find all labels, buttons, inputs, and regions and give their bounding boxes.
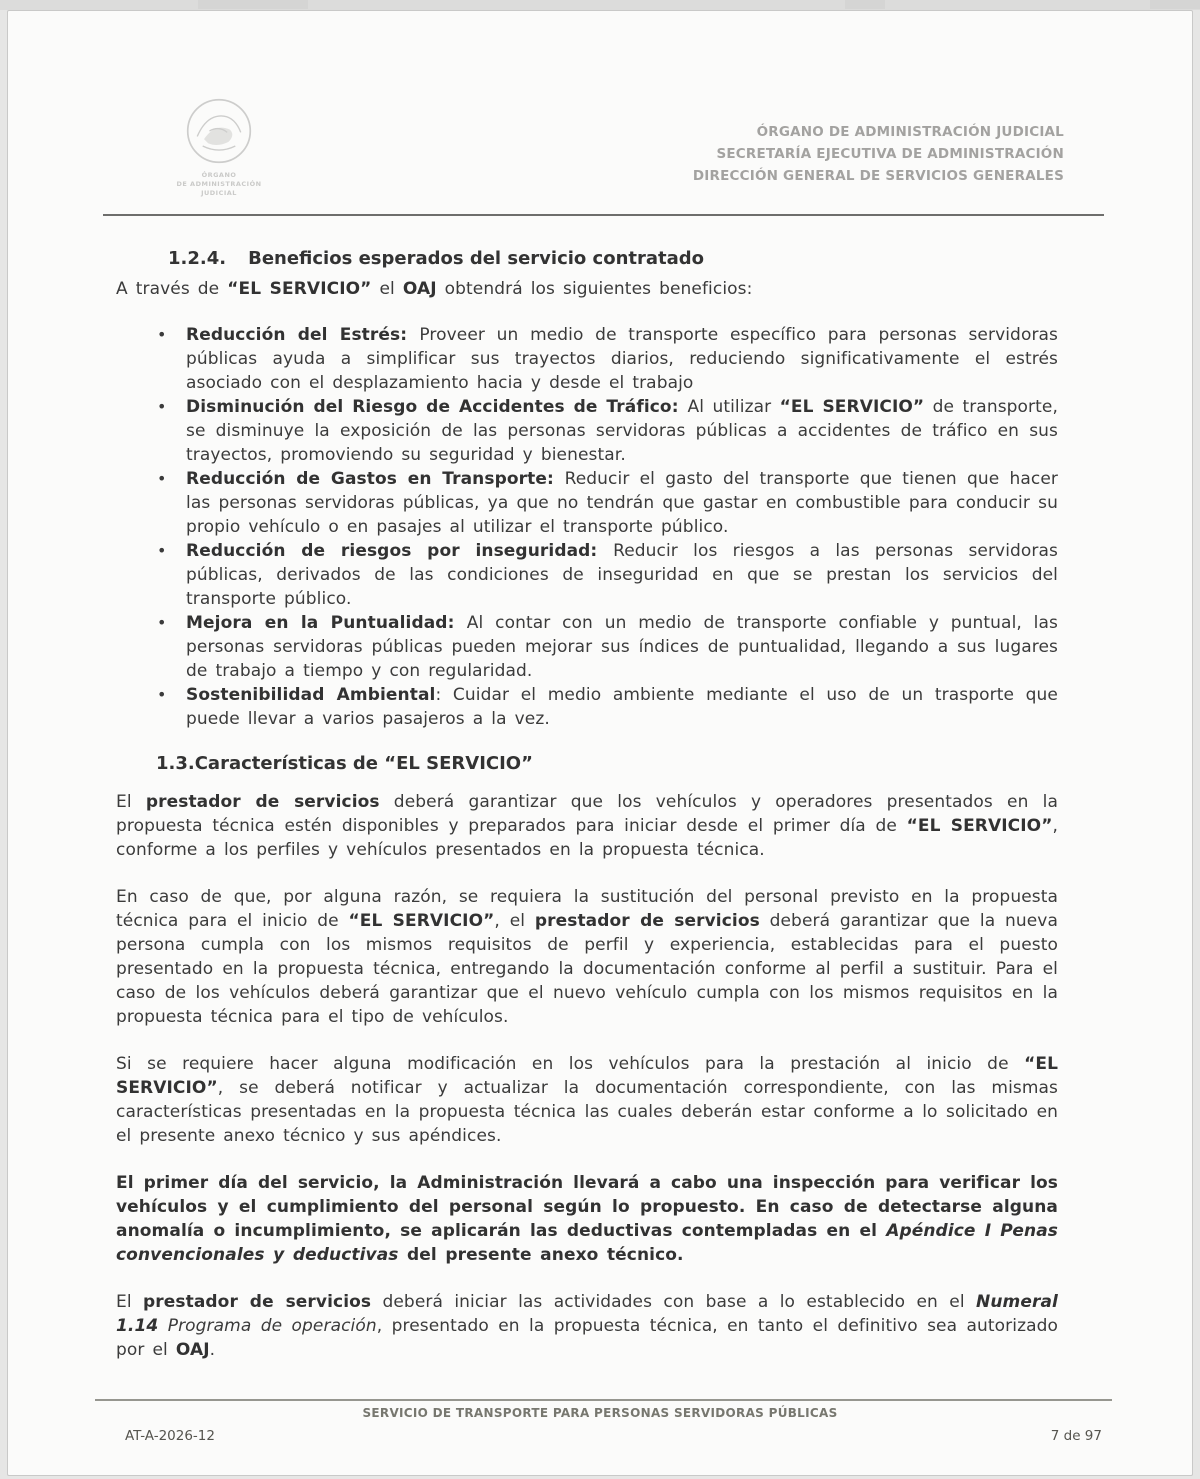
- intro-paragraph: A través de “EL SERVICIO” el OAJ obtendrá los siguientes beneficios:: [116, 279, 753, 299]
- org-line-2: SECRETARÍA EJECUTIVA DE ADMINISTRACIÓN: [716, 146, 1064, 162]
- seal-caption-line: JUDICIAL: [201, 189, 237, 197]
- page-footer: [8, 1399, 1192, 1475]
- benefits-list: [116, 323, 1058, 731]
- document-id: AT-A-2026-12: [125, 1428, 215, 1444]
- org-line-3: DIRECCIÓN GENERAL DE SERVICIOS GENERALES: [692, 168, 1064, 184]
- institution-seal: [154, 97, 284, 198]
- section-title: Beneficios esperados del servicio contratado: [248, 248, 705, 269]
- benefit-item-insecurity: • Reducción de riesgos por inseguridad: Reducir los riesgos a las personas servidoras públicas, derivados de las condiciones de inseguridad en que se prestan los servicios del transporte público.: [116, 539, 1058, 611]
- scan-artifact: [845, 0, 885, 9]
- paragraph-start-activities: El prestador de servicios deberá iniciar las actividades con base a lo establecido en el Numeral 1.14 Programa de operación, presentado en la propuesta técnica, en tanto el definitivo sea autorizado por el OAJ.: [116, 1292, 1059, 1360]
- benefit-item-punctuality: • Mejora en la Puntualidad: Al contar con un medio de transporte confiable y puntual, las personas servidoras públicas pueden mejorar sus índices de puntualidad, llegando a sus lugares de trabajo a tiempo y con regularidad.: [116, 611, 1058, 683]
- benefit-item-sustainability: • Sostenibilidad Ambiental: Cuidar el medio ambiente mediante el uso de un trasporte que puede llevar a varios pasajeros a la vez.: [116, 683, 1058, 731]
- paragraph-availability: El prestador de servicios deberá garantizar que los vehículos y operadores presentados en la propuesta técnica estén disponibles y preparados para iniciar desde el primer día de “EL SERVICIO”, conforme a los perfiles y vehículos presentados en la propuesta técnica.: [116, 792, 1058, 860]
- paragraph-inspection: El primer día del servicio, la Administración llevará a cabo una inspección para verificar los vehículos y el cumplimiento del personal según lo propuesto. En caso de detectarse alguna anomalía o incumplimiento, se aplicarán las deductivas contempladas en el Apéndice I Penas convencionales y deductivas del presente anexo técnico.: [116, 1173, 1058, 1265]
- page-number: 7 de 97: [1050, 1428, 1102, 1444]
- footer-divider: [95, 1399, 1112, 1401]
- footer-caption: SERVICIO DE TRANSPORTE PARA PERSONAS SERVIDORAS PÚBLICAS: [362, 1406, 838, 1420]
- paragraph-modification: Si se requiere hacer alguna modificación en los vehículos para la prestación al inicio de “EL SERVICIO”, se deberá notificar y actualizar la documentación correspondiente, con las mismas características presentadas en la propuesta técnica las cuales deberán estar conforme a lo solicitado en el presente anexo técnico y sus apéndices.: [116, 1054, 1058, 1146]
- eagle-seal-icon: [154, 97, 284, 165]
- scan-edge-strip: [0, 0, 1200, 10]
- benefit-item-stress: • Reducción del Estrés: Proveer un medio de transporte específico para personas servidoras públicas ayuda a simplificar sus trayectos diarios, reduciendo significativamente el estrés asociado con el desplazamiento hacia y desde el trabajo: [116, 323, 1058, 395]
- seal-caption-line: ÓRGANO: [201, 171, 237, 179]
- seal-caption-line: DE ADMINISTRACIÓN: [176, 180, 262, 188]
- section-heading-1-3: 1.3.Características de “EL SERVICIO”: [156, 753, 533, 774]
- paragraph-substitution: En caso de que, por alguna razón, se requiera la sustitución del personal previsto en la propuesta técnica para el inicio de “EL SERVICIO”, el prestador de servicios deberá garantizar que la nueva persona cumpla con los mismos requisitos de perfil y experiencia, establecidas para el puesto presentado en la propuesta técnica, entregando la documentación conforme al perfil a sustituir. Para el caso de los vehículos deberá garantizar que el nuevo vehículo cumpla con los mismos requisitos en la propuesta técnica para el tipo de vehículos.: [116, 887, 1058, 1027]
- org-header: [693, 97, 1064, 187]
- scan-artifact: [1150, 0, 1200, 9]
- page-header: [8, 11, 1192, 198]
- section-number: 1.2.4.: [168, 248, 227, 269]
- benefit-item-accidents: • Disminución del Riesgo de Accidentes de Tráfico: Al utilizar “EL SERVICIO” de transporte, se disminuye la exposición de las personas servidoras públicas a accidentes de tráfico en sus trayectos, promoviendo su seguridad y bienestar.: [116, 395, 1058, 467]
- document-page: [7, 10, 1193, 1476]
- scan-artifact: [198, 0, 308, 9]
- section-heading-1-2-4: [168, 248, 1058, 269]
- org-line-1: ÓRGANO DE ADMINISTRACIÓN JUDICIAL: [756, 124, 1064, 140]
- header-divider: [103, 214, 1104, 216]
- benefit-item-expenses: • Reducción de Gastos en Transporte: Reducir el gasto del transporte que tienen que hacer las personas servidoras públicas, ya que no tendrán que gastar en combustible para conducir su propio vehículo o en pasajes al utilizar el transporte público.: [116, 467, 1058, 539]
- document-body: [8, 248, 1192, 1362]
